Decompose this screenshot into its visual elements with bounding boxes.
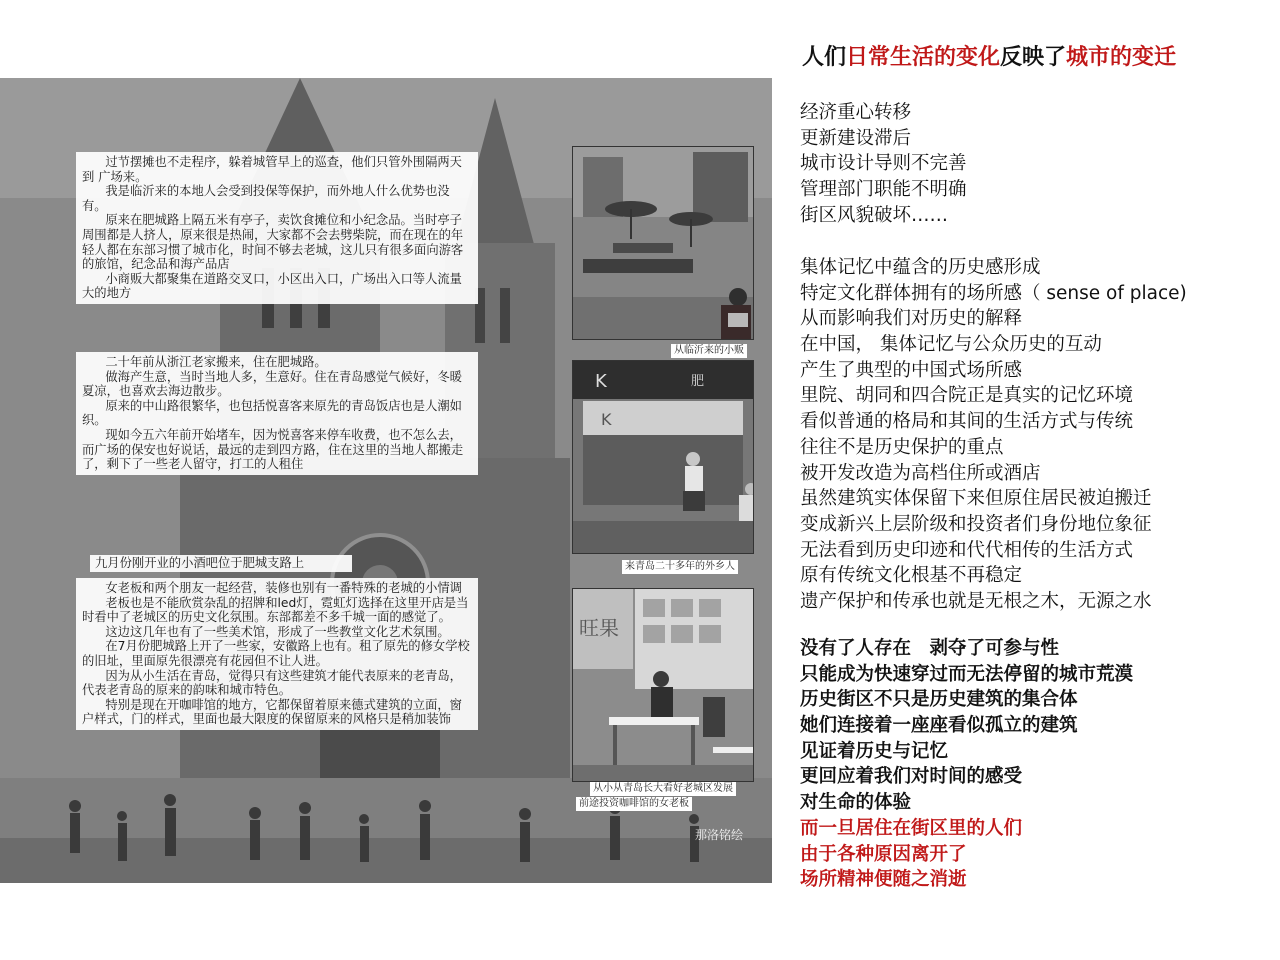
story-paragraph: 在7月份肥城路上开了一些家，安徽路上也有。租了原先的修女学校的旧址，里面原先很漂亮有花园但不让人进。 [82, 639, 470, 668]
list-item: 无法看到历史印迹和代代相传的生活方式 [800, 539, 1134, 561]
list-item: 集体记忆中蕴含的历史感形成 [800, 257, 1041, 278]
story-paragraph: 原来在肥城路上隔五米有亭子，卖饮食摊位和小纪念品。当时亭子周围都是人挤人，原来很是热闹，大家都不会去劈柴院，而在现在的年轻人都在东部习惯了城市化，时间不够去老城，这儿只有很多面向游客的旅馆，纪念品和海产品店 [82, 213, 464, 272]
title-part: 人们 [802, 45, 847, 70]
story-title: 九月份刚开业的小酒吧位于肥城支路上 [95, 556, 305, 570]
cafe-owner-caption-2: 前途投资咖啡馆的女老板 [576, 797, 692, 811]
title-part-highlight: 城市的变迁 [1066, 45, 1177, 70]
conclusion-list [800, 636, 1133, 893]
author-credit: 那洛铭绘 [695, 828, 744, 842]
list-item-highlight: 由于各种原因离开了 [800, 843, 967, 865]
vendor-photo [572, 146, 754, 340]
page-title [802, 40, 1176, 71]
story-paragraph: 现如今五六年前开始堵车，因为悦喜客来停车收费，也不怎么去，而广场的保安也好说话，最远的走到四方路，住在这里的当地人都搬走了，剩下了一些老人留守，打工的人租住 [82, 427, 464, 472]
cafe-owner-photo [572, 588, 754, 782]
shop-sign-k1: K [595, 371, 607, 392]
list-item: 管理部门职能不明确 [800, 179, 967, 201]
list-item: 历史街区不只是历史建筑的集合体 [800, 689, 1078, 711]
list-item: 虽然建筑实体保留下来但原住居民被迫搬迁 [800, 488, 1152, 510]
story-paragraph: 女老板和两个朋友一起经营，装修也别有一番特殊的老城的小情调 [105, 581, 462, 595]
list-item-highlight: 场所精神便随之消逝 [800, 869, 967, 891]
list-item: 见证着历史与记忆 [800, 740, 949, 762]
title-part: 反映了 [1000, 45, 1067, 70]
story-paragraph: 因为从小生活在青岛，觉得只有这些建筑才能代表原来的老青岛，代表老青岛的原来的韵味和城市特色。 [82, 668, 462, 698]
list-item: 看似普通的格局和其间的生活方式与传统 [800, 411, 1134, 433]
list-item: 里院、胡同和四合院正是真实的记忆环境 [800, 385, 1134, 407]
list-item: 变成新兴上层阶级和投资者们身份地位象征 [800, 513, 1152, 535]
list-item: 遗产保护和传承也就是无根之木，无源之水 [800, 590, 1152, 612]
vendor-photo-caption: 从临沂来的小贩 [671, 344, 747, 358]
title-part-highlight: 日常生活的变化 [846, 45, 1001, 70]
story-paragraph: 二十年前从浙江老家搬来，住在肥城路。 [105, 355, 327, 369]
list-item: 街区风貌破坏…… [800, 204, 949, 226]
list-item: 特定文化群体拥有的场所感（ sense of place) [800, 282, 1187, 304]
list-item: 只能成为快速穿过而无法停留的城市荒漠 [800, 663, 1134, 685]
cafe-sign-text: 旺果 [579, 616, 619, 640]
story-paragraph: 过节摆摊也不走程序，躲着城管早上的巡查，他们只管外围隔两天到 广场来。 [82, 155, 462, 184]
migrant-photo-caption: 来青岛二十多年的外乡人 [622, 560, 738, 574]
story-paragraph: 老板也是不能欣赏杂乱的招牌和led灯，霓虹灯选择在这里开店是当时看中了老城区的历史文化氛围。东部都差不多千城一面的感觉了。 [82, 595, 469, 625]
story-paragraph: 做海产生意，当时当地人多，生意好。住在青岛感觉气候好，冬暖夏凉，也喜欢去海边散步。 [82, 369, 462, 399]
list-item: 从而影响我们对历史的解释 [800, 308, 1023, 330]
list-item: 被开发改造为高档住所或酒店 [800, 462, 1041, 484]
list-item: 原有传统文化根基不再稳定 [800, 565, 1023, 587]
story-cafe-title [90, 555, 352, 572]
problems-list [800, 100, 967, 228]
story-cafe-text [76, 578, 478, 730]
story-migrant-text [76, 352, 478, 475]
shop-sign-char: 肥 [691, 374, 705, 389]
story-paragraph: 这边这几年也有了一些美术馆，形成了一些教堂文化艺术氛围。 [105, 624, 450, 639]
list-item: 对生命的体验 [800, 792, 912, 814]
cafe-owner-caption-1: 从小从青岛长大看好老城区发展 [590, 782, 736, 796]
story-paragraph: 我是临沂来的本地人会受到投保等保护，而外地人什么优势也没有。 [82, 184, 450, 213]
list-item: 更新建设滞后 [800, 127, 912, 149]
memory-list [800, 255, 1187, 615]
story-vendor-text [76, 152, 478, 304]
list-item: 城市设计导则不完善 [800, 153, 967, 175]
list-item: 更回应着我们对时间的感受 [800, 766, 1023, 788]
list-item: 在中国， 集体记忆与公众历史的互动 [800, 334, 1102, 356]
list-item: 她们连接着一座座看似孤立的建筑 [800, 715, 1078, 737]
shop-sign-k2: K [601, 410, 612, 429]
list-item: 没有了人存在 剥夺了可参与性 [800, 638, 1060, 659]
list-item: 产生了典型的中国式场所感 [800, 359, 1023, 381]
list-item: 往往不是历史保护的重点 [800, 436, 1004, 458]
migrant-photo [572, 360, 754, 554]
list-item-highlight: 而一旦居住在街区里的人们 [800, 817, 1023, 839]
list-item: 经济重心转移 [800, 102, 912, 123]
photo-collage [0, 78, 772, 883]
story-paragraph: 原来的中山路很繁华，也包括悦喜客来原先的青岛饭店也是人潮如织。 [82, 398, 462, 428]
story-paragraph: 小商贩大都聚集在道路交叉口，小区出入口，广场出入口等人流量大的地方 [82, 271, 462, 301]
story-paragraph: 特别是现在开咖啡馆的地方，它都保留着原来德式建筑的立面，窗户样式，门的样式，里面也最大限度的保留原来的风格只是稍加装饰 [82, 697, 462, 727]
